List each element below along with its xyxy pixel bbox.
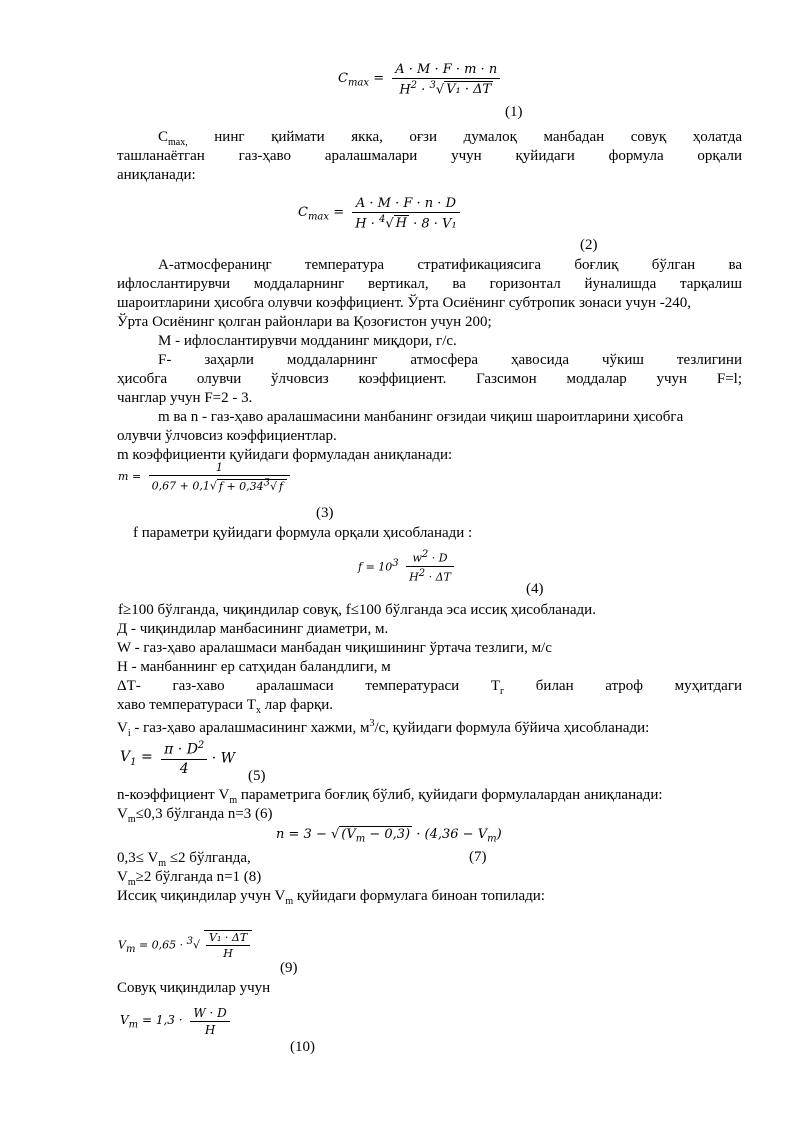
paragraph-a-line1: А-атмосфераниңг температура стратификациясига боғлиқ бўлган ва [158,257,742,273]
paragraph-m: М - ифлослантирувчи модданинг миқдори, г/с. [158,333,457,349]
paragraph-a-line4: Ўрта Осиёнинг қолган районлари ва Қозоғистон учун 200; [117,314,492,330]
formula-10-number: (10) [290,1039,315,1055]
paragraph-f-line1: F- заҳарли моддаларнинг атмосфера ҳавосида чўкиш тезлигини [158,352,742,368]
formula-7-number: (7) [469,849,487,865]
formula-1-number: (1) [505,104,523,120]
definition-w: W - газ-ҳаво аралашмаси манбадан чиқишининг ўртача тезлиги, м/с [117,640,552,656]
formula-3-number: (3) [316,505,334,521]
formula-10: $V_m = 1,3$ · $\frac{W \cdot D}{H}$ [120,1006,230,1037]
paragraph-f-param: f параметри қуйидаги формула орқали ҳисобланади : [133,525,473,541]
formula-4-number: (4) [526,581,544,597]
paragraph-mn-line2: олувчи ўлчовсиз коэффициентлар. [117,428,337,444]
formula-2: $C_{max}$ = $\frac{A \cdot M \cdot F \cdot n \cdot D}{H \cdot ^4√ H \cdot 8 \cdot V_1}$ [298,196,460,231]
definition-v1: $V_i$ - газ-ҳаво аралашмасининг хажми, $м^3/с$, қуйидаги формула бўйича ҳисобланади: [117,718,650,739]
paragraph-f-condition: f≥100 бўлганда, чиқиндилар совуқ, f≤100 бўлганда эса иссиқ ҳисобланади. [118,602,596,618]
definition-dt-line2: хаво температураси $Т_х$ лар фарқи. [117,697,334,716]
paragraph-cmax-line2: ташланаётган газ-ҳаво аралашмалари учун қуйидаги формула орқали [117,148,742,164]
condition-6: $V_m\le 0,3$ бўлганда n=3 (6) [117,806,273,825]
paragraph-n-coef: n-коэффициент $V_m$ параметрига боғлиқ бўлиб, қуйидаги формулалардан аниқланади: [117,787,663,806]
formula-5-number: (5) [248,768,266,784]
formula-3: m = $\frac{1}{0,67 + 0,1√ f + 0,34^3√ f}$ [118,461,290,493]
paragraph-a-line2: ифлослантирувчи моддаларнинг вертикал, ва горизонтал йуналишда тарқалиш [117,276,742,292]
definition-h: Н - манбаннинг ер сатҳидан баландлиги, м [117,659,391,675]
formula-2-number: (2) [580,237,598,253]
formula-4: $f = 10^3$ $\frac{w^2 \cdot D}{H^2 \cdot \Delta T}$ [358,549,454,583]
formula-7: n = 3 − √ $(V_m - 0,3) \cdot (4,36 - V_m)$ [276,827,502,845]
definition-dt-line1: ΔТ- газ-хаво аралашмаси температураси $Т_г$ билан атроф муҳитдаги [117,678,743,697]
condition-8: $V_m\ge 2$ бўлганда n=1 (8) [117,869,262,888]
condition-7: $0,3\le V_m \le 2$ бўлганда, [117,850,251,869]
paragraph-a-line3: шароитларини ҳисобга олувчи коэффициент. Ўрта Осиёнинг субтропик зонаси учун -240, [117,295,691,311]
paragraph-hot-emissions: Иссиқ чиқиндилар учун $V_m$ қуйидаги формулага биноан топилади: [117,888,545,907]
definition-d: Д - чиқиндилар манбасининг диаметри, м. [117,621,389,637]
paragraph-f-line2: ҳисобга олувчи ўлчовсиз коэффициент. Газсимон моддалар учун F=l; [117,371,742,387]
formula-5: $V_1$ = $\frac{\pi \cdot D^2}{4}$ · W [120,740,236,777]
paragraph-mn-line1: m ва n - газ-ҳаво аралашмасини манбанинг оғзидаи чиқиш шароитларини ҳисобга [158,409,684,425]
formula-9: $V_m = 0,65 \cdot ^3√$ $\frac{\text{V₁ · ΔT}}{H}$ [118,930,252,960]
paragraph-cold-emissions: Совуқ чиқиндилар учун [117,980,271,996]
formula-1: $C_{max}$ = $\frac{A \cdot M \cdot F \cdot m \cdot n}{H^2 \cdot ^3√ V_1 \cdot \Delta T}$ [338,62,500,97]
paragraph-m-coef: m коэффициенти қуйидаги формуладан аниқланади: [117,447,453,463]
paragraph-cmax-line1: $C_{max,}$ нинг қиймати якка, оғзи думалоқ манбадан совуқ ҳолатда [158,129,742,148]
paragraph-cmax-line3: аниқланади: [117,167,196,183]
formula-9-number: (9) [280,960,298,976]
paragraph-f-line3: чанглар учун F=2 - 3. [117,390,253,406]
